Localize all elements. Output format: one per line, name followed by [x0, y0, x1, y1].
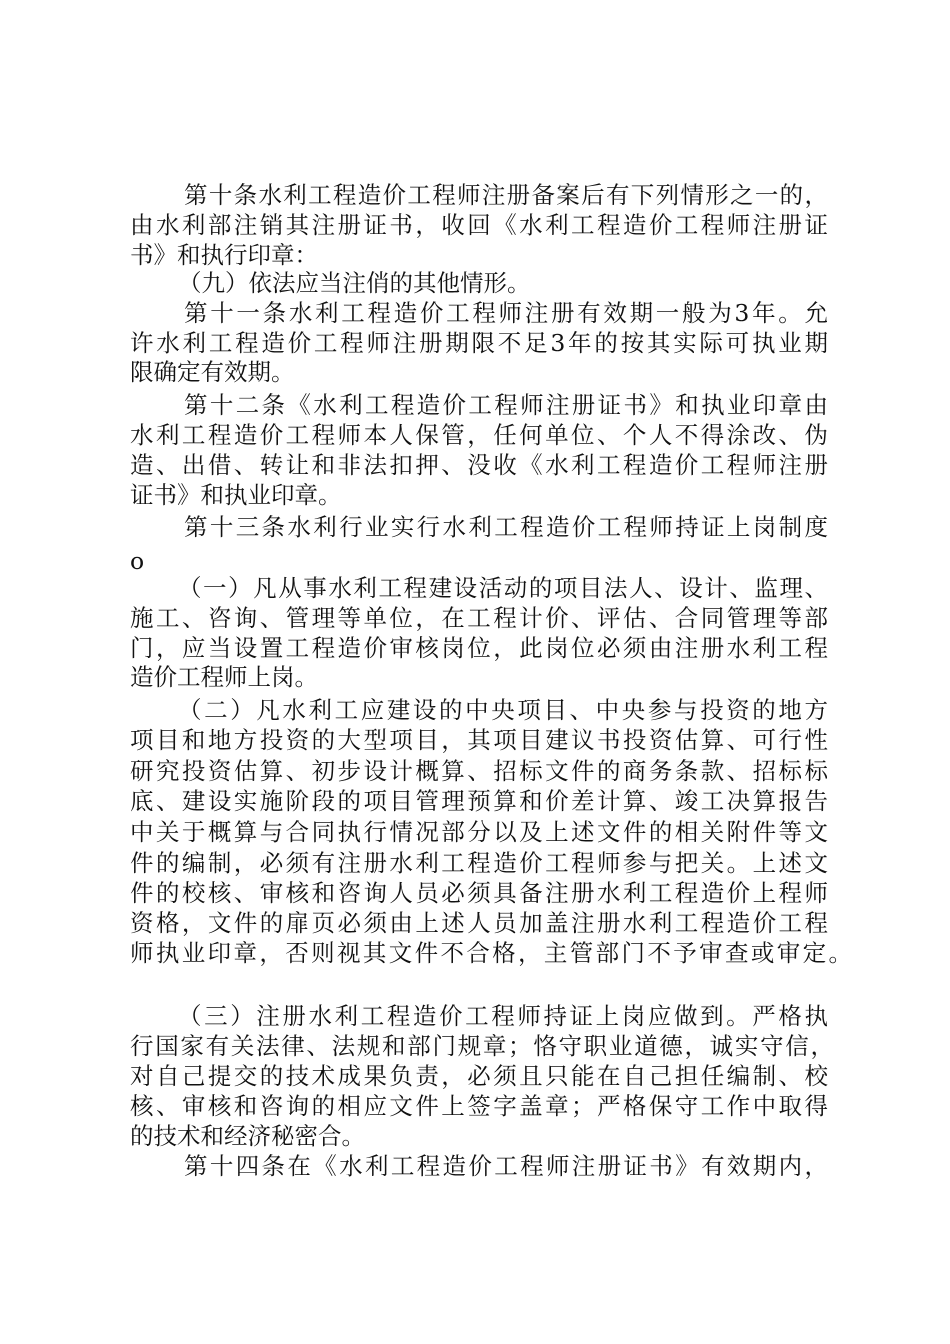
- text-line: 项目和地方投资的大型项目，其项目建议书投资估算、可行性: [130, 726, 828, 754]
- text-line: 研究投资估算、初步设计概算、招标文件的商务条款、招标标: [130, 757, 828, 785]
- text-line: 第十一条水利工程造价工程师注册有效期一般为3年。允: [184, 299, 828, 327]
- text-line: （九）依法应当注俏的其他情形。: [178, 269, 531, 297]
- text-line: 限确定有效期。: [130, 358, 295, 386]
- text-line: 核、审核和咨询的相应文件上签字盖章；严格保守工作中取得: [130, 1092, 828, 1120]
- text-line: 第十条水利工程造价工程师注册备案后有下列情形之一的，: [184, 181, 828, 209]
- text-line: 对自己提交的技术成果负责，必须且只能在自己担任编制、校: [130, 1062, 828, 1090]
- text-line: 中关于概算与合同执行情况部分以及上述文件的相关附件等文: [130, 818, 828, 846]
- text-line: 证书》和执业印章。: [130, 481, 342, 509]
- text-line: 施工、咨询、管理等单位，在工程计价、评估、合同管理等部: [130, 604, 828, 632]
- text-line: 师执业印章，否则视其文件不合格，主管部门不予审查或审定。: [130, 939, 852, 967]
- text-line: 门，应当设置工程造价审核岗位，此岗位必须由注册水利工程: [130, 634, 828, 662]
- text-line: 水利工程造价工程师本人保管，任何单位、个人不得涂改、伪: [130, 421, 828, 449]
- text-line: （一）凡从事水利工程建设活动的项目法人、设计、监理、: [178, 574, 828, 602]
- text-line: 第十四条在《水利工程造价工程师注册证书》有效期内，: [184, 1152, 828, 1180]
- text-line: 许水利工程造价工程师注册期限不足3年的按其实际可执业期: [130, 329, 828, 357]
- text-line: （二）凡水利工应建设的中央项目、中央参与投资的地方: [178, 696, 828, 724]
- text-line: 行国家有关法律、法规和部门规章；恪守职业道德，诚实守信，: [130, 1032, 834, 1060]
- text-line: （三）注册水利工程造价工程师持证上岗应做到。严格执: [178, 1002, 828, 1030]
- text-line: 造、出借、转让和非法扣押、没收《水利工程造价工程师注册: [130, 451, 828, 479]
- text-line: 第十二条《水利工程造价工程师注册证书》和执业印章由: [184, 391, 828, 419]
- text-line: 造价工程师上岗。: [130, 663, 318, 691]
- text-line: 书》和执行印章：: [130, 241, 318, 269]
- text-line: 件的校核、审核和咨询人员必须具备注册水利工程造价上程师: [130, 879, 828, 907]
- text-line: 资格，文件的扉页必须由上述人员加盖注册水利工程造价工程: [130, 909, 828, 937]
- text-line: 件的编制，必须有注册水利工程造价工程师参与把关。上述文: [130, 849, 828, 877]
- text-line: 底、建设实施阶段的项目管理预算和价差计算、竣工决算报告: [130, 787, 828, 815]
- text-line: o: [130, 547, 145, 575]
- text-line: 由水利部注销其注册证书，收回《水利工程造价工程师注册证: [130, 211, 828, 239]
- text-line: 第十三条水利行业实行水利工程造价工程师持证上岗制度: [184, 513, 828, 541]
- text-line: 的技术和经济秘密合。: [130, 1122, 365, 1150]
